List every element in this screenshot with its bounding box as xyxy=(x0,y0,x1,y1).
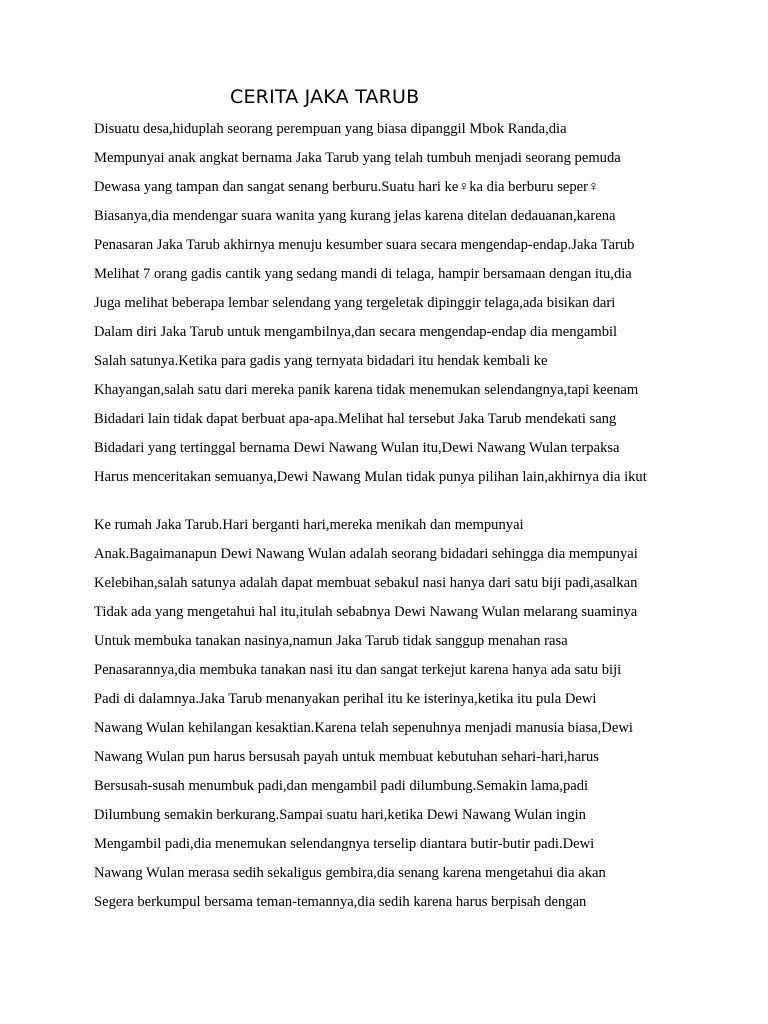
text-line-4: Biasanya,dia mendengar suara wanita yang kurang jelas karena ditelan dedauanan,karena xyxy=(94,208,616,224)
text-line-17: Tidak ada yang mengetahui hal itu,itulah sebabnya Dewi Nawang Wulan melarang suaminya xyxy=(94,604,638,620)
text-line-22: Nawang Wulan pun harus bersusah payah untuk membuat kebutuhan sehari-hari,harus xyxy=(94,749,599,765)
text-line-12: Bidadari yang tertinggal bernama Dewi Nawang Wulan itu,Dewi Nawang Wulan terpaksa xyxy=(94,440,620,456)
text-line-7: Juga melihat beberapa lembar selendang yang tergeletak dipinggir telaga,ada bisikan dari xyxy=(94,295,616,311)
text-line-10: Khayangan,salah satu dari mereka panik karena tidak menemukan selendangnya,tapi keenam xyxy=(94,382,639,398)
document-title: CERITA JAKA TARUB xyxy=(230,86,420,108)
text-line-20: Padi di dalamnya.Jaka Tarub menanyakan perihal itu ke isterinya,ketika itu pula Dewi xyxy=(94,691,597,707)
text-line-24: Dilumbung semakin berkurang.Sampai suatu hari,ketika Dewi Nawang Wulan ingin xyxy=(94,807,586,823)
text-line-5: Penasaran Jaka Tarub akhirnya menuju kesumber suara secara mengendap-endap.Jaka Tarub xyxy=(94,237,635,253)
text-line-2: Mempunyai anak angkat bernama Jaka Tarub yang telah tumbuh menjadi seorang pemuda xyxy=(94,150,621,166)
text-line-3: Dewasa yang tampan dan sangat senang berburu.Suatu hari ke♀ka dia berburu seper♀ xyxy=(94,179,599,195)
text-line-23: Bersusah-susah menumbuk padi,dan mengambil padi dilumbung.Semakin lama,padi xyxy=(94,778,589,794)
text-line-19: Penasarannya,dia membuka tanakan nasi itu dan sangat terkejut karena hanya ada satu biji xyxy=(94,662,622,678)
text-line-26: Nawang Wulan merasa sedih sekaligus gembira,dia senang karena mengetahui dia akan xyxy=(94,865,606,881)
text-line-11: Bidadari lain tidak dapat berbuat apa-apa.Melihat hal tersebut Jaka Tarub mendekati sang xyxy=(94,411,617,427)
text-line-21: Nawang Wulan kehilangan kesaktian.Karena telah sepenuhnya menjadi manusia biasa,Dewi xyxy=(94,720,633,736)
text-line-14: Ke rumah Jaka Tarub.Hari berganti hari,mereka menikah dan mempunyai xyxy=(94,517,524,533)
text-line-15: Anak.Bagaimanapun Dewi Nawang Wulan adalah seorang bidadari sehingga dia mempunyai xyxy=(94,546,638,562)
text-line-16: Kelebihan,salah satunya adalah dapat membuat sebakul nasi hanya dari satu biji padi,asalkan xyxy=(94,575,638,591)
text-line-27: Segera berkumpul bersama teman-temannya,dia sedih karena harus berpisah dengan xyxy=(94,894,587,910)
text-line-8: Dalam diri Jaka Tarub untuk mengambilnya,dan secara mengendap-endap dia mengambil xyxy=(94,324,618,340)
text-line-1: Disuatu desa,hiduplah seorang perempuan yang biasa dipanggil Mbok Randa,dia xyxy=(94,121,567,137)
text-line-6: Melihat 7 orang gadis cantik yang sedang mandi di telaga, hampir bersamaan dengan itu,dia xyxy=(94,266,632,282)
text-line-9: Salah satunya.Ketika para gadis yang ternyata bidadari itu hendak kembali ke xyxy=(94,353,548,369)
document-body xyxy=(94,120,684,922)
text-line-25: Mengambil padi,dia menemukan selendangnya terselip diantara butir-butir padi.Dewi xyxy=(94,836,595,852)
text-line-13: Harus menceritakan semuanya,Dewi Nawang Mulan tidak punya pilihan lain,akhirnya dia ikut xyxy=(94,469,647,485)
text-line-18: Untuk membuka tanakan nasinya,namun Jaka Tarub tidak sanggup menahan rasa xyxy=(94,633,568,649)
